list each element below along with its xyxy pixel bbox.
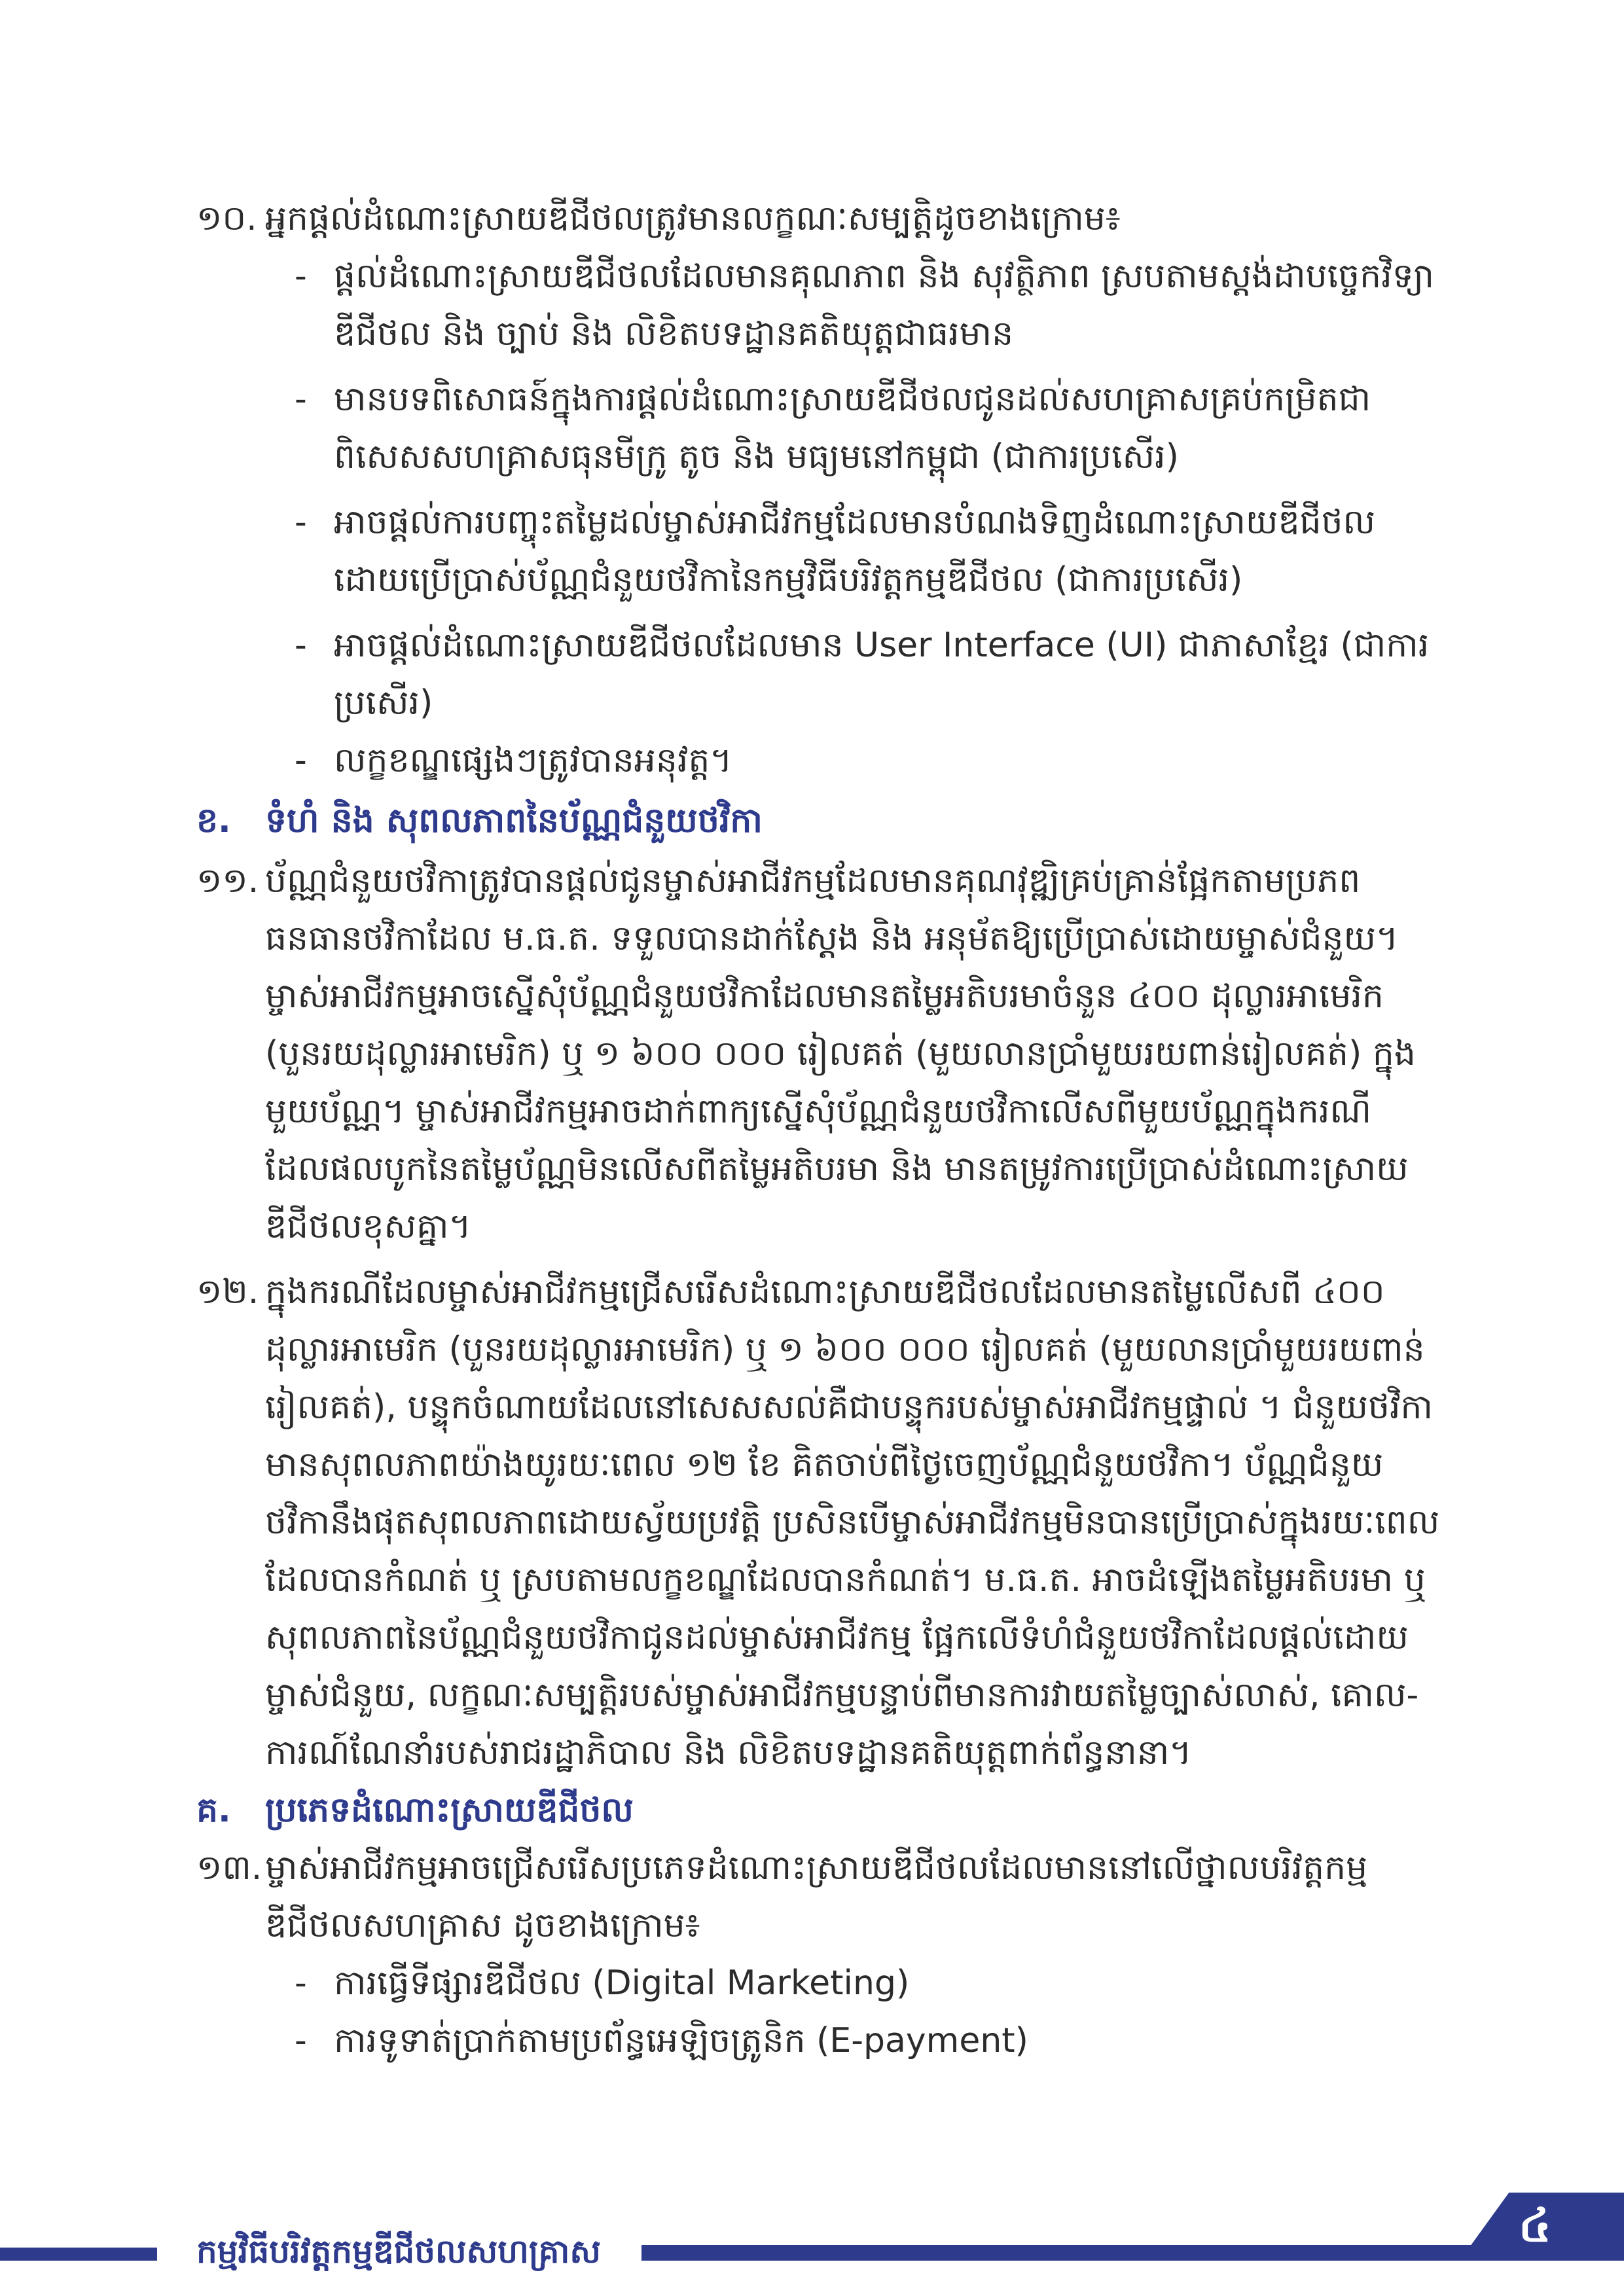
item-12-line: ការណ៍ណែនាំរបស់រាជរដ្ឋាភិបាល និង លិខិតបទដ្ឋានគតិយុត្តពាក់ព័ន្ធនានា។ <box>265 1733 1192 1772</box>
item-12-line: ម្ចាស់ជំនួយ, លក្ខណៈសម្បត្តិរបស់ម្ចាស់អាជីវកម្មបន្ទាប់ពីមានការវាយតម្លៃច្បាស់លាស់, គោល- <box>265 1676 1419 1715</box>
item-12-line: រៀលគត់), បន្ទុកចំណាយដែលនៅសេសសល់គឺជាបន្ទុករបស់ម្ចាស់អាជីវកម្មផ្ទាល់ ។ ជំនួយថវិកា <box>265 1388 1434 1427</box>
item-13-number: ១៣. <box>196 1848 262 1888</box>
footer-bar-left <box>0 2248 157 2261</box>
item-13-bullet-1: ការធ្វើទីផ្សារឌីជីថល (Digital Marketing) <box>334 1964 910 2003</box>
item-12-line: ដុល្លារអាមេរិក (បួនរយដុល្លារអាមេរិក) ឬ ១ ៦០០ ០០០ រៀលគត់ (មួយលានប្រាំមួយរយពាន់ <box>265 1330 1425 1369</box>
item-10-text: អ្នកផ្តល់ដំណោះស្រាយឌីជីថលត្រូវមានលក្ខណៈសម្បត្តិដូចខាងក្រោម៖ <box>265 199 1121 238</box>
section-c-letter: គ. <box>196 1791 231 1830</box>
section-b-letter: ខ. <box>196 801 231 840</box>
bullet-dash: - <box>295 741 307 780</box>
bullet-dash: - <box>295 1964 307 2003</box>
item-11-number: ១១. <box>196 861 259 901</box>
item-10-bullet-5-line-1: លក្ខខណ្ឌផ្សេងៗត្រូវបានអនុវត្ត។ <box>334 741 732 780</box>
bullet-dash: - <box>295 380 307 419</box>
item-11-line: ម្ចាស់អាជីវកម្មអាចស្នើសុំប័ណ្ណជំនួយថវិកាដែលមានតម្លៃអតិបរមាចំនួន ៤០០ ដុល្លារអាមេរិក <box>265 977 1384 1016</box>
item-11-line: ឌីជីថលខុសគ្នា។ <box>265 1207 471 1246</box>
item-11-line: (បួនរយដុល្លារអាមេរិក) ឬ ១ ៦០០ ០០០ រៀលគត់ (មួយលានប្រាំមួយរយពាន់រៀលគត់) ក្នុង <box>265 1034 1416 1073</box>
item-12-line: មានសុពលភាពយ៉ាងយូរយៈពេល ១២ ខែ គិតចាប់ពីថ្ងៃចេញប័ណ្ណជំនួយថវិកា។ ប័ណ្ណជំនួយ <box>265 1445 1384 1484</box>
item-11-line: ដែលផលបូកនៃតម្លៃប័ណ្ណមិនលើសពីតម្លៃអតិបរមា និង មានតម្រូវការប្រើប្រាស់ដំណោះស្រាយ <box>265 1149 1409 1189</box>
item-13-line: ម្ចាស់អាជីវកម្មអាចជ្រើសរើសប្រភេទដំណោះស្រាយឌីជីថលដែលមាននៅលើថ្នាលបរិវត្តកម្ម <box>265 1848 1368 1888</box>
item-10-bullet-4-line-2: ប្រសើរ) <box>334 683 433 723</box>
item-12-number: ១២. <box>196 1272 259 1312</box>
item-10-bullet-3-line-2: ដោយប្រើប្រាស់ប័ណ្ណជំនួយថវិកានៃកម្មវិធីបរិវត្តកម្មឌីជីថល (ជាការប្រសើរ) <box>334 560 1243 600</box>
item-11-line: ធនធានថវិកាដែល ម.ធ.ត. ទទួលបានដាក់ស្តែង និង អនុម័តឱ្យប្រើប្រាស់ដោយម្ចាស់ជំនួយ។ <box>265 919 1399 958</box>
page-number: ៤ <box>1519 2198 1551 2252</box>
item-10-bullet-3-line-1: អាចផ្តល់ការបញ្ចុះតម្លៃដល់ម្ចាស់អាជីវកម្មដែលមានបំណងទិញដំណោះស្រាយឌីជីថល <box>334 503 1375 542</box>
bullet-dash: - <box>295 503 307 542</box>
item-11-line: ប័ណ្ណជំនួយថវិកាត្រូវបានផ្តល់ជូនម្ចាស់អាជីវកម្មដែលមានគុណវុឌ្ឍិគ្រប់គ្រាន់ផ្អែកតាមប្រភព <box>265 861 1361 901</box>
item-12-line: សុពលភាពនៃប័ណ្ណជំនួយថវិកាជូនដល់ម្ចាស់អាជីវកម្ម ផ្អែកលើទំហំជំនួយថវិកាដែលផ្តល់ដោយ <box>265 1618 1409 1657</box>
item-10-bullet-1-line-2: ឌីជីថល និង ច្បាប់ និង លិខិតបទដ្ឋានគតិយុត្តជាធរមាន <box>334 314 1014 353</box>
bullet-dash: - <box>295 626 307 665</box>
item-12-line: ដែលបានកំណត់ ឬ ស្របតាមលក្ខខណ្ឌដែលបានកំណត់។ ម.ធ.ត. អាចដំឡើងតម្លៃអតិបរមា ឬ <box>265 1560 1426 1600</box>
item-12-line: ថវិកានឹងផុតសុពលភាពដោយស្វ័យប្រវត្តិ ប្រសិនបើម្ចាស់អាជីវកម្មមិនបានប្រើប្រាស់ក្នុងរយៈពេល <box>265 1503 1440 1542</box>
item-13-line: ឌីជីថលសហគ្រាស ដូចខាងក្រោម៖ <box>265 1906 700 1945</box>
bullet-dash: - <box>295 257 307 296</box>
footer-title: កម្មវិធីបរិវត្តកម្មឌីជីថលសហគ្រាស <box>196 2233 601 2270</box>
item-10-bullet-1-line-1: ផ្តល់ដំណោះស្រាយឌីជីថលដែលមានគុណភាព និង សុវត្ថិភាព ស្របតាមស្តង់ដាបច្ចេកវិទ្យា <box>334 257 1434 296</box>
item-12-line: ក្នុងករណីដែលម្ចាស់អាជីវកម្មជ្រើសរើសដំណោះស្រាយឌីជីថលដែលមានតម្លៃលើសពី ៤០០ <box>265 1272 1385 1312</box>
item-11-line: មួយប័ណ្ណ។ ម្ចាស់អាជីវកម្មអាចដាក់ពាក្យស្នើសុំប័ណ្ណជំនួយថវិកាលើសពីមួយប័ណ្ណក្នុងករណី <box>265 1092 1372 1131</box>
item-10-bullet-4-line-1: អាចផ្តល់ដំណោះស្រាយឌីជីថលដែលមាន User Interface (UI) ជាភាសាខ្មែរ (ជាការ <box>334 626 1430 665</box>
item-10-bullet-2-line-1: មានបទពិសោធន៍ក្នុងការផ្តល់ដំណោះស្រាយឌីជីថលជូនដល់សហគ្រាសគ្រប់កម្រិតជា <box>334 380 1371 419</box>
item-10-bullet-2-line-2: ពិសេសសហគ្រាសធុនមីក្រូ តូច និង មធ្យមនៅកម្ពុជា (ជាការប្រសើរ) <box>334 437 1179 476</box>
section-c-title: ប្រភេទដំណោះស្រាយឌីជីថល <box>265 1791 634 1830</box>
item-13-bullet-2: ការទូទាត់ប្រាក់តាមប្រព័ន្ធអេឡិចត្រូនិក (E-payment) <box>334 2021 1028 2060</box>
bullet-dash: - <box>295 2021 307 2060</box>
item-10-number: ១០. <box>196 199 257 238</box>
section-b-title: ទំហំ និង សុពលភាពនៃប័ណ្ណជំនួយថវិកា <box>265 801 763 840</box>
